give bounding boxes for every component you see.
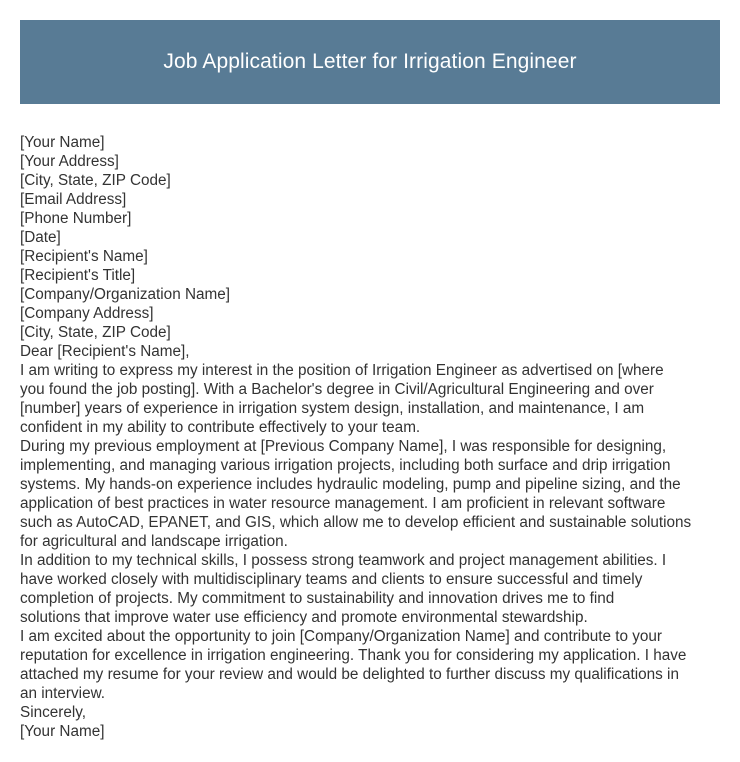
paragraph-line: solutions that improve water use efficiency and promote environmental stewardship.: [20, 609, 588, 626]
paragraph-line: I am excited about the opportunity to join [Company/Organization Name] and contribute to your: [20, 628, 662, 645]
paragraph-line: you found the job posting]. With a Bachelor's degree in Civil/Agricultural Engineering and over: [20, 381, 654, 398]
letter-date: [Date]: [20, 229, 61, 246]
sender-phone: [Phone Number]: [20, 210, 132, 227]
signature: [Your Name]: [20, 723, 105, 740]
page-title: Job Application Letter for Irrigation Engineer: [163, 50, 577, 73]
recipient-name: [Recipient's Name]: [20, 248, 148, 265]
paragraph-closing: [20, 627, 722, 703]
paragraph-line: implementing, and managing various irrigation projects, including both surface and drip irrigation: [20, 457, 671, 474]
paragraph-line: attached my resume for your review and would be delighted to further discuss my qualifications in: [20, 666, 679, 683]
paragraph-line: an interview.: [20, 685, 106, 702]
paragraph-line: systems. My hands-on experience includes hydraulic modeling, pump and pipeline sizing, and the: [20, 476, 681, 493]
recipient-address: [Company Address]: [20, 305, 154, 322]
closing: Sincerely,: [20, 704, 87, 721]
sender-name: [Your Name]: [20, 134, 105, 151]
letter-body: [20, 133, 722, 741]
recipient-company: [Company/Organization Name]: [20, 286, 231, 303]
paragraph-experience: [20, 437, 722, 551]
sender-address: [Your Address]: [20, 153, 119, 170]
paragraph-line: reputation for excellence in irrigation engineering. Thank you for considering my application. I have: [20, 647, 687, 664]
sender-city-state-zip: [City, State, ZIP Code]: [20, 172, 171, 189]
paragraph-line: [number] years of experience in irrigation system design, installation, and maintenance, I am: [20, 400, 645, 417]
paragraph-intro: [20, 361, 722, 437]
paragraph-line: have worked closely with multidisciplinary teams and clients to ensure successful and timely: [20, 571, 643, 588]
paragraph-line: for agricultural and landscape irrigation.: [20, 533, 288, 550]
paragraph-line: completion of projects. My commitment to sustainability and innovation drives me to find: [20, 590, 615, 607]
paragraph-line: During my previous employment at [Previous Company Name], I was responsible for designing,: [20, 438, 667, 455]
paragraph-line: In addition to my technical skills, I possess strong teamwork and project management abilities. I: [20, 552, 667, 569]
sender-email: [Email Address]: [20, 191, 127, 208]
recipient-city-state-zip: [City, State, ZIP Code]: [20, 324, 171, 341]
recipient-title: [Recipient's Title]: [20, 267, 136, 284]
paragraph-line: application of best practices in water resource management. I am proficient in relevant software: [20, 495, 666, 512]
paragraph-skills: [20, 551, 722, 627]
title-banner: [20, 20, 720, 104]
recipient-block: [20, 247, 722, 342]
paragraph-line: I am writing to express my interest in the position of Irrigation Engineer as advertised on [where: [20, 362, 664, 379]
paragraph-line: confident in my ability to contribute effectively to your team.: [20, 419, 421, 436]
salutation: Dear [Recipient's Name],: [20, 343, 190, 360]
sender-block: [20, 133, 722, 247]
paragraph-line: such as AutoCAD, EPANET, and GIS, which allow me to develop efficient and sustainable solutions: [20, 514, 692, 531]
